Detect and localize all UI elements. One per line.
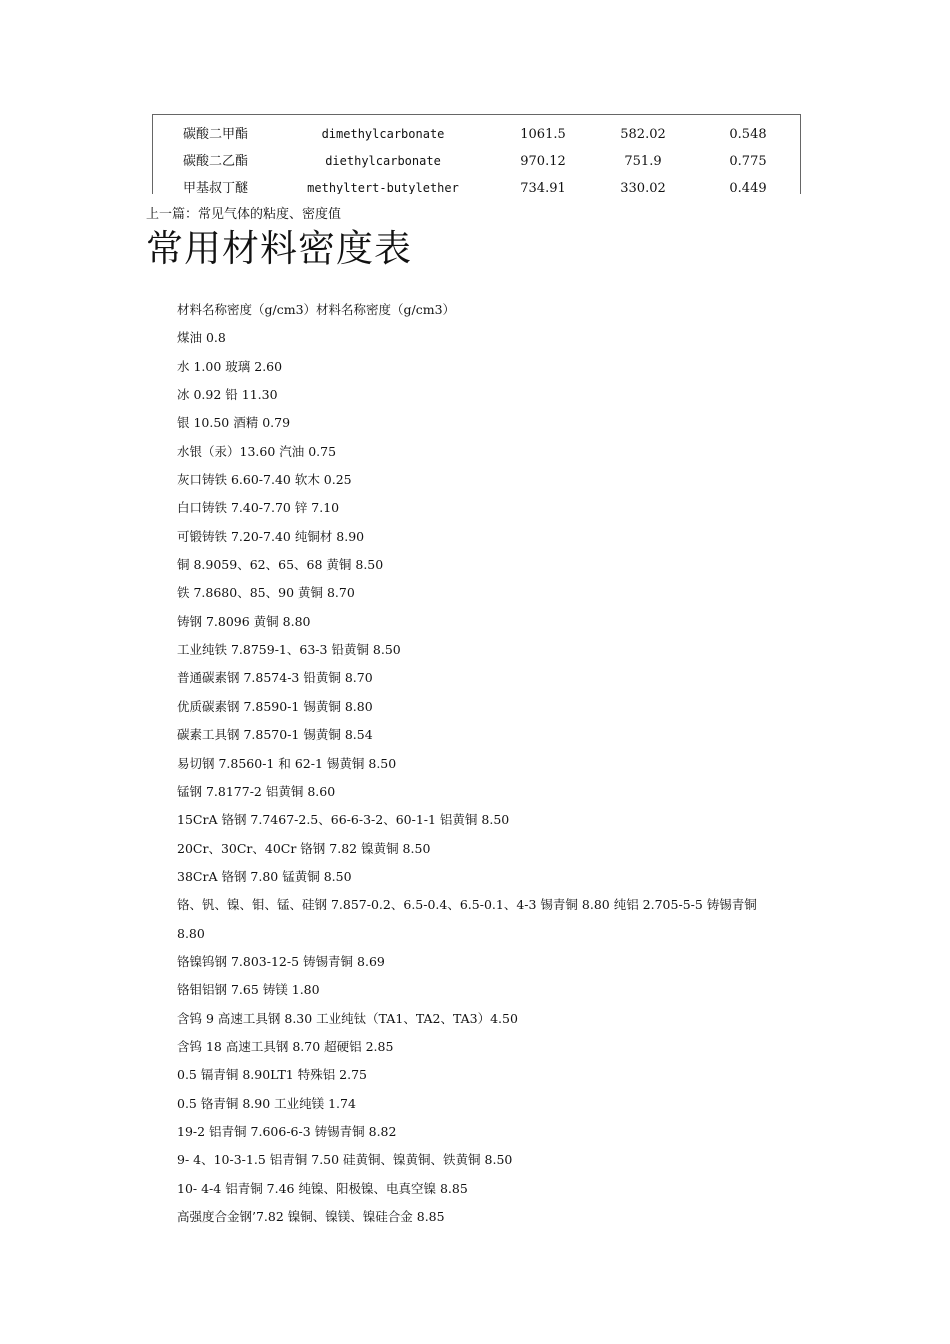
cell-value: 734.91 — [520, 181, 566, 194]
list-item: 15CrA 铬钢 7.7467-2.5、66-6-3-2、60-1-1 铝黄铜 8.50 — [177, 812, 510, 828]
density-list — [177, 296, 817, 1231]
list-item: 9- 4、10-3-1.5 铝青铜 7.50 硅黄铜、镍黄铜、铁黄铜 8.50 — [177, 1152, 513, 1168]
cell-value: 0.775 — [729, 154, 767, 169]
list-item: 0.5 铬青铜 8.90 工业纯镁 1.74 — [177, 1095, 356, 1111]
list-item: 0.5 镉青铜 8.90LT1 特殊铝 2.75 — [177, 1067, 368, 1083]
table-row — [153, 175, 800, 194]
list-item: 工业纯铁 7.8759-1、63-3 铅黄铜 8.50 — [177, 642, 401, 658]
list-item: 19-2 铝青铜 7.606-6-3 铸锡青铜 8.82 — [177, 1123, 397, 1139]
cell-name-cn: 碳酸二乙酯 — [182, 154, 248, 169]
table-row — [153, 121, 800, 148]
list-item: 铜 8.9059、62、65、68 黄铜 8.50 — [177, 557, 384, 573]
list-item: 水 1.00 玻璃 2.60 — [177, 358, 283, 374]
list-item: 高强度合金钢’7.82 镍铜、镍镁、镍硅合金 8.85 — [177, 1209, 445, 1224]
table-row — [153, 148, 800, 175]
list-item: 可锻铸铁 7.20-7.40 纯铜材 8.90 — [177, 528, 365, 544]
list-item: 20Cr、30Cr、40Cr 铬钢 7.82 镍黄铜 8.50 — [177, 840, 431, 856]
cell-value: 1061.5 — [520, 127, 566, 142]
cell-name-en: diethylcarbonate — [325, 154, 441, 168]
list-item: 含钨 18 高速工具钢 8.70 超硬铝 2.85 — [177, 1038, 394, 1054]
list-header: 材料名称密度（g/cm3）材料名称密度（g/cm3） — [177, 302, 456, 317]
list-item: 煤油 0.8 — [177, 330, 226, 346]
list-item: 普通碳素钢 7.8574-3 铅黄铜 8.70 — [177, 670, 373, 686]
list-item: 10- 4-4 铝青铜 7.46 纯镍、阳极镍、电真空镍 8.85 — [177, 1180, 468, 1196]
cell-value: 582.02 — [620, 127, 666, 142]
solvent-table — [152, 114, 801, 194]
list-item: 铬钼铝钢 7.65 铸镁 1.80 — [177, 982, 320, 998]
list-item: 38CrA 铬钢 7.80 锰黄铜 8.50 — [177, 868, 352, 884]
cell-name-en: methyltert-butylether — [307, 181, 459, 194]
cell-value: 970.12 — [520, 154, 566, 169]
list-item: 铬、钒、镍、钼、锰、硅钢 7.857-0.2、6.5-0.4、6.5-0.1、4-3 锡青铜 8.80 纯铝 2.705-5-5 铸锡青铜 — [177, 897, 757, 913]
list-item: 铬镍钨钢 7.803-12-5 铸锡青铜 8.69 — [177, 953, 385, 969]
list-item: 白口铸铁 7.40-7.70 锌 7.10 — [177, 500, 340, 516]
list-item: 含钨 9 高速工具钢 8.30 工业纯钛（TA1、TA2、TA3）4.50 — [177, 1010, 518, 1026]
cell-name-cn: 甲基叔丁醚 — [182, 181, 248, 194]
list-item: 8.80 — [177, 925, 205, 941]
list-item: 锰钢 7.8177-2 铝黄铜 8.60 — [177, 783, 336, 799]
page-title: 常用材料密度表 — [146, 227, 412, 270]
cell-value: 330.02 — [620, 181, 666, 194]
previous-article-link[interactable]: 上一篇：常见气体的粘度、密度值 — [146, 207, 342, 222]
list-item: 优质碳素钢 7.8590-1 锡黄铜 8.80 — [177, 698, 373, 714]
cell-value: 0.548 — [729, 127, 767, 142]
list-item: 铁 7.8680、85、90 黄铜 8.70 — [177, 585, 355, 601]
cell-name-en: dimethylcarbonate — [321, 127, 445, 141]
cell-value: 0.449 — [729, 181, 767, 194]
cell-name-cn: 碳酸二甲酯 — [182, 127, 248, 142]
list-item: 铸钢 7.8096 黄铜 8.80 — [177, 613, 311, 629]
list-item: 易切钢 7.8560-1 和 62-1 锡黄铜 8.50 — [177, 755, 397, 771]
list-item: 灰口铸铁 6.60-7.40 软木 0.25 — [177, 472, 352, 488]
list-item: 水银（汞）13.60 汽油 0.75 — [177, 443, 337, 459]
list-item: 碳素工具钢 7.8570-1 锡黄铜 8.54 — [177, 727, 373, 743]
list-item: 银 10.50 酒精 0.79 — [177, 415, 291, 431]
cell-value: 751.9 — [624, 154, 662, 169]
list-item: 冰 0.92 铅 11.30 — [177, 387, 278, 403]
